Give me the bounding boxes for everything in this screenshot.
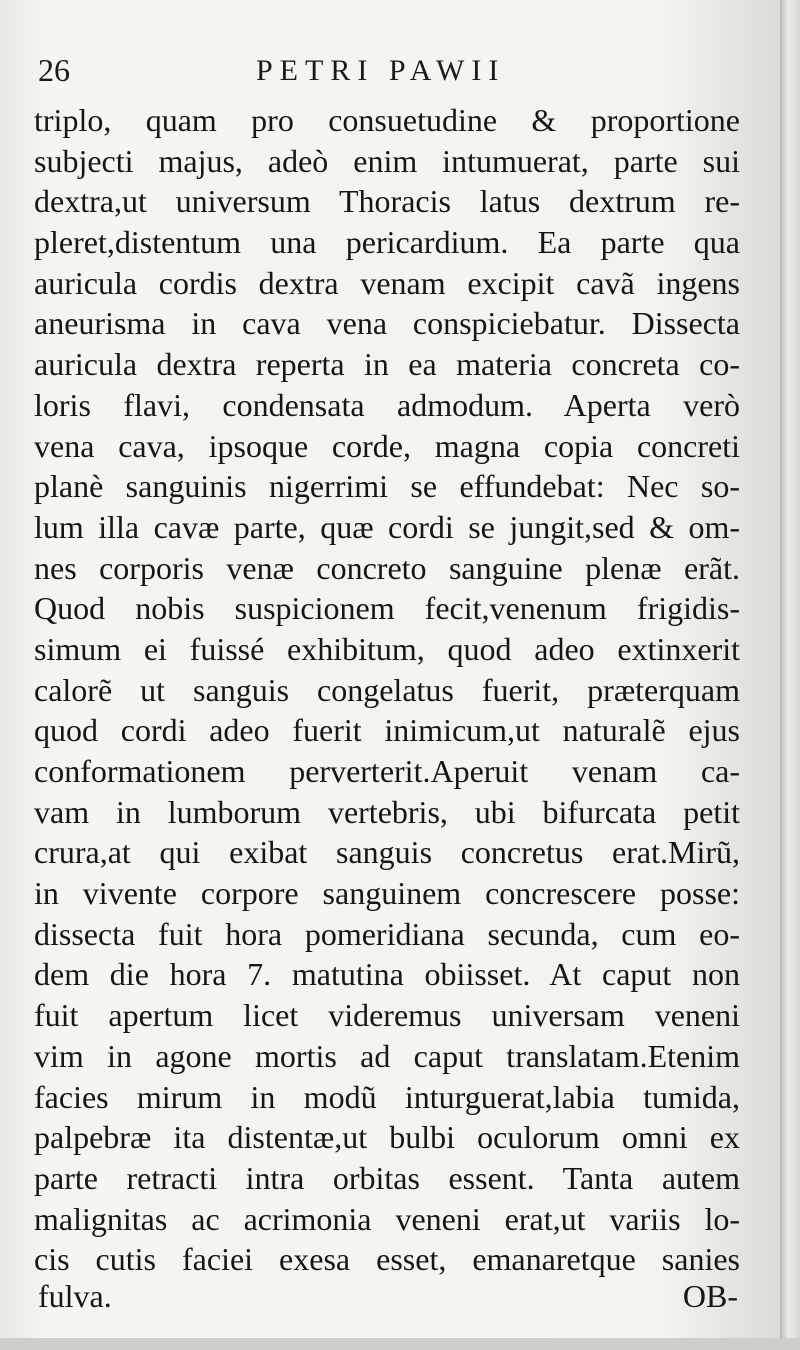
text-line: triplo, quam pro consuetudine & proportione (34, 102, 740, 138)
page-edge-shadow (780, 0, 800, 1350)
text-line: in vivente corpore sanguinem concrescere posse: (34, 875, 740, 912)
text-line: planè sanguinis nigerrimi se effundebat: Nec so- (34, 468, 740, 505)
text-line: fuit apertum licet videremus universam veneni (34, 997, 740, 1034)
text-line: Quod nobis suspicionem fecit,venenum frigidis- (34, 590, 740, 627)
text-line: auricula dextra reperta in ea materia concreta co- (34, 346, 740, 383)
text-line: vam in lumborum vertebris, ubi bifurcata petit (34, 793, 740, 830)
catchword: OB- (682, 1278, 738, 1314)
text-line: aneurisma in cava vena conspiciebatur. Dissecta (34, 305, 740, 342)
page-bottom-edge (0, 1338, 800, 1350)
text-line: simum ei fuissé exhibitum, quod adeo extinxerit (34, 630, 740, 667)
text-line: nes corporis venæ concreto sanguine plenæ erãt. (34, 549, 740, 586)
text-line: cis cutis faciei exesa esset, emanaretque sanies (34, 1241, 740, 1278)
text-line: subjecti majus, adeò enim intumuerat, parte sui (34, 142, 740, 179)
text-line: malignitas ac acrimonia veneni erat,ut variis lo- (34, 1200, 740, 1237)
page-number: 26 (38, 52, 70, 88)
page-footer (38, 1278, 738, 1318)
running-head: PETRI PAWII (256, 54, 506, 87)
final-line: fulva. (38, 1278, 112, 1314)
text-line: quod cordi adeo fuerit inimicum,ut naturalẽ ejus (34, 712, 740, 749)
text-line: vena cava, ipsoque corde, magna copia concreti (34, 427, 740, 464)
text-line: lum illa cavæ parte, quæ cordi se jungit,sed & om- (34, 508, 740, 545)
page-header (38, 52, 738, 92)
text-line: palpebræ ita distentæ,ut bulbi oculorum omni ex (34, 1119, 740, 1156)
text-line: crura,at qui exibat sanguis concretus erat.Mirũ, (34, 834, 740, 871)
text-line: facies mirum in modũ inturguerat,labia tumida, (34, 1078, 740, 1115)
body-text (34, 100, 740, 1280)
text-line: pleret,distentum una pericardium. Ea parte qua (34, 224, 740, 261)
text-line: conformationem perverterit.Aperuit venam ca- (34, 753, 740, 789)
text-line: parte retracti intra orbitas essent. Tanta autem (34, 1159, 740, 1196)
text-line: vim in agone mortis ad caput translatam.Etenim (34, 1037, 740, 1074)
text-line: dextra,ut universum Thoracis latus dextrum re- (34, 183, 740, 220)
text-line: dissecta fuit hora pomeridiana secunda, cum eo- (34, 915, 740, 952)
text-line: dem die hora 7. matutina obiisset. At caput non (34, 956, 740, 993)
text-line: calorẽ ut sanguis congelatus fuerit, præterquam (34, 671, 740, 708)
text-line: loris flavi, condensata admodum. Aperta verò (34, 386, 740, 423)
text-line: auricula cordis dextra venam excipit cavã ingens (34, 264, 740, 301)
